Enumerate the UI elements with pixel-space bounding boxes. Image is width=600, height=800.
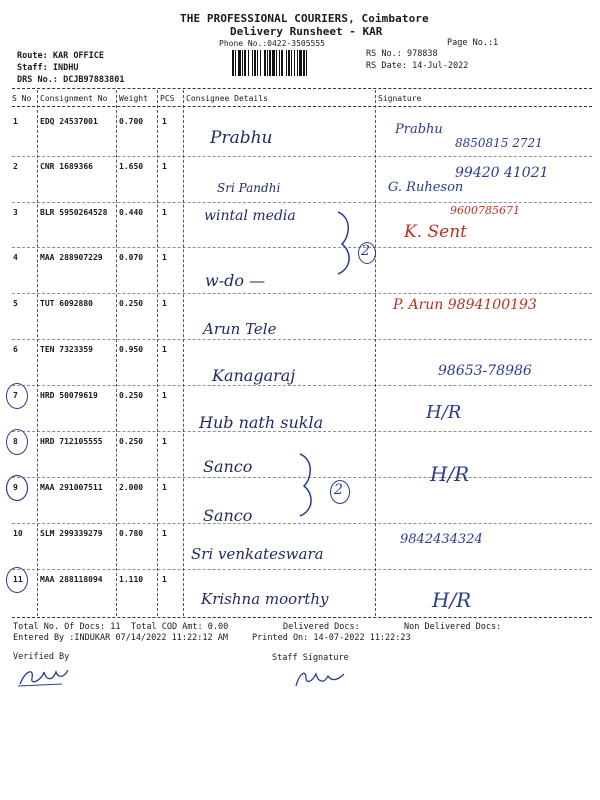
staff-value: INDHU xyxy=(52,63,79,73)
barcode-bar xyxy=(272,50,275,76)
row-pcs: 1 xyxy=(162,575,167,584)
entered-by: Entered By :INDUKAR 07/14/2022 11:22:12 AM xyxy=(13,633,228,643)
row-weight: 0.950 xyxy=(119,345,144,354)
col-header-sno: S No xyxy=(12,94,32,103)
barcode-bar xyxy=(252,50,253,76)
barcode-bar xyxy=(281,50,283,76)
barcode-bar xyxy=(260,50,261,76)
route-value: KAR OFFICE xyxy=(52,51,105,61)
row-separator xyxy=(12,569,592,570)
row-sno: 7 xyxy=(13,391,18,400)
row-pcs: 1 xyxy=(162,162,167,171)
barcode-bar xyxy=(264,50,266,76)
row-consignment: EDQ 24537001 xyxy=(40,117,98,126)
col-header-consignment: Consignment No xyxy=(40,94,108,103)
row-sno: 4 xyxy=(13,253,18,262)
row-consignee-handwriting: Kanagaraj xyxy=(212,366,296,385)
row-consignment: BLR 5950264528 xyxy=(40,208,108,217)
row-circle-mark xyxy=(6,429,28,455)
row-consignee-handwriting: wintal media xyxy=(204,208,296,224)
drs-value: DCJB97883801 xyxy=(63,75,125,85)
row-weight: 1.110 xyxy=(119,575,144,584)
row-consignment: MAA 291007511 xyxy=(40,483,103,492)
row-separator xyxy=(12,385,592,386)
col-divider xyxy=(37,90,38,616)
verified-by-label: Verified By xyxy=(13,652,70,662)
row-consignee-handwriting: Prabhu xyxy=(210,128,273,148)
barcode-bar xyxy=(294,50,295,76)
route-line: Route: KAR OFFICE xyxy=(17,51,105,61)
total-cod: Total COD Amt: 0.00 xyxy=(131,622,229,632)
row-sno: 9 xyxy=(13,483,18,492)
row-consignment: CNR 1689366 xyxy=(40,162,93,171)
row-separator xyxy=(12,202,592,203)
row-sno: 5 xyxy=(13,299,18,308)
row-signature-handwriting: Prabhu xyxy=(395,122,443,137)
row-consignee-handwriting: Sanco xyxy=(203,506,253,525)
col-header-pcs: PCS xyxy=(160,94,175,103)
row-consignment: MAA 288907229 xyxy=(40,253,103,262)
barcode-bar xyxy=(288,50,290,76)
row-signature-handwriting: 9842434324 xyxy=(400,532,483,547)
row-pcs: 1 xyxy=(162,391,167,400)
row-sno: 2 xyxy=(13,162,18,171)
group-mark-label: 2 xyxy=(361,243,370,259)
row-weight: 2.000 xyxy=(119,483,144,492)
row-weight: 0.250 xyxy=(119,299,144,308)
barcode-bar xyxy=(257,50,258,76)
row-sno: 6 xyxy=(13,345,18,354)
verifier-signature xyxy=(16,660,76,690)
row-consignment: TUT 6092880 xyxy=(40,299,93,308)
row-circle-mark xyxy=(6,567,28,593)
group-mark-label: 2 xyxy=(334,482,343,498)
rs-date-value: 14-Jul-2022 xyxy=(412,61,469,71)
phone-number: Phone No.:0422-3505555 xyxy=(219,39,325,48)
printed-on: Printed On: 14-07-2022 11:22:23 xyxy=(252,633,411,643)
row-pcs: 1 xyxy=(162,437,167,446)
barcode-bar xyxy=(267,50,268,76)
row-separator xyxy=(12,523,592,524)
rs-date-line: RS Date: 14-Jul-2022 xyxy=(366,61,469,71)
row-pcs: 1 xyxy=(162,208,167,217)
bracket-scribble xyxy=(292,450,332,520)
barcode-bar xyxy=(299,50,302,76)
col-divider xyxy=(116,90,117,616)
row-sno: 8 xyxy=(13,437,18,446)
rs-no-line: RS No.: 978838 xyxy=(366,49,438,59)
row-weight: 0.440 xyxy=(119,208,144,217)
drs-line: DRS No.: DCJB97883801 xyxy=(17,75,125,85)
row-weight: 0.250 xyxy=(119,437,144,446)
col-header-consignee: Consignee Details xyxy=(186,94,268,103)
barcode-icon xyxy=(232,50,354,76)
row-consignee-handwriting: Arun Tele xyxy=(203,320,277,338)
row-separator xyxy=(12,431,592,432)
runsheet-title: Delivery Runsheet - KAR xyxy=(230,25,383,38)
row-sno: 3 xyxy=(13,208,18,217)
barcode-bar xyxy=(269,50,271,76)
row-signature-handwriting-extra: 8850815 2721 xyxy=(455,136,543,150)
row-circle-mark xyxy=(6,383,28,409)
barcode-bar xyxy=(303,50,305,76)
table-bottom-rule xyxy=(12,617,592,618)
staff-signature xyxy=(292,664,352,692)
barcode-bar xyxy=(242,50,243,76)
bracket-scribble xyxy=(330,208,370,278)
row-sno: 11 xyxy=(13,575,23,584)
row-signature-handwriting: 9600785671 xyxy=(450,204,520,217)
row-weight: 0.250 xyxy=(119,391,144,400)
row-signature-handwriting-extra: G. Ruheson xyxy=(388,180,464,195)
barcode-bar xyxy=(276,50,277,76)
row-signature-handwriting: 98653-78986 xyxy=(438,363,532,379)
row-consignment: SLM 299339279 xyxy=(40,529,103,538)
delivered-docs: Delivered Docs: xyxy=(283,622,360,632)
row-pcs: 1 xyxy=(162,299,167,308)
row-separator xyxy=(12,247,592,248)
col-header-weight: Weight xyxy=(119,94,148,103)
row-signature-handwriting: 99420 41021 xyxy=(455,165,549,181)
barcode-bar xyxy=(306,50,307,76)
row-consignment: MAA 288118094 xyxy=(40,575,103,584)
row-separator xyxy=(12,339,592,340)
row-signature-handwriting: P. Arun 9894100193 xyxy=(393,297,537,313)
table-top-rule xyxy=(12,88,592,89)
row-signature-handwriting: H/R xyxy=(426,402,462,423)
row-pcs: 1 xyxy=(162,117,167,126)
barcode-bar xyxy=(248,50,249,76)
staff-line: Staff: INDHU xyxy=(17,63,79,73)
row-consignee-handwriting: Sanco xyxy=(203,457,253,476)
row-consignment: HRD 712105555 xyxy=(40,437,103,446)
row-consignment: HRD 50079619 xyxy=(40,391,98,400)
row-weight: 0.780 xyxy=(119,529,144,538)
row-consignment: TEN 7323359 xyxy=(40,345,93,354)
total-docs: Total No. Of Docs: 11 xyxy=(13,622,121,632)
col-divider xyxy=(183,90,184,616)
non-delivered-docs: Non Delivered Docs: xyxy=(404,622,502,632)
row-consignee-handwriting: Krishna moorthy xyxy=(201,590,329,608)
row-pcs: 1 xyxy=(162,345,167,354)
row-pcs: 1 xyxy=(162,483,167,492)
table-header-rule xyxy=(12,106,592,107)
row-consignee-handwriting: Sri Pandhi xyxy=(217,181,281,195)
barcode-bar xyxy=(244,50,246,76)
row-separator xyxy=(12,293,592,294)
company-title: THE PROFESSIONAL COURIERS, Coimbatore xyxy=(180,12,429,25)
barcode-bar xyxy=(232,50,234,76)
col-header-signature: Signature xyxy=(378,94,422,103)
row-sno: 10 xyxy=(13,529,23,538)
staff-signature-label: Staff Signature xyxy=(272,653,349,663)
page-number: Page No.:1 xyxy=(447,38,499,48)
row-sno: 1 xyxy=(13,117,18,126)
barcode-bar xyxy=(297,50,298,76)
row-circle-mark xyxy=(6,475,28,501)
row-signature-handwriting: H/R xyxy=(430,462,470,486)
row-consignee-handwriting: Sri venkateswara xyxy=(191,545,324,563)
barcode-bar xyxy=(238,50,241,76)
barcode-bar xyxy=(235,50,236,76)
row-consignee-handwriting: Hub nath sukla xyxy=(199,413,324,432)
row-signature-handwriting-extra: K. Sent xyxy=(404,222,467,242)
row-pcs: 1 xyxy=(162,529,167,538)
row-separator xyxy=(12,156,592,157)
col-divider xyxy=(157,90,158,616)
row-weight: 1.650 xyxy=(119,162,144,171)
row-weight: 0.700 xyxy=(119,117,144,126)
col-divider xyxy=(375,90,376,616)
barcode-bar xyxy=(254,50,256,76)
rs-no-value: 978838 xyxy=(406,49,438,59)
row-weight: 0.070 xyxy=(119,253,144,262)
row-pcs: 1 xyxy=(162,253,167,262)
row-signature-handwriting: H/R xyxy=(432,588,472,612)
barcode-bar xyxy=(279,50,280,76)
barcode-bar xyxy=(291,50,292,76)
barcode-bar xyxy=(286,50,287,76)
row-consignee-handwriting: w-do — xyxy=(205,271,266,290)
